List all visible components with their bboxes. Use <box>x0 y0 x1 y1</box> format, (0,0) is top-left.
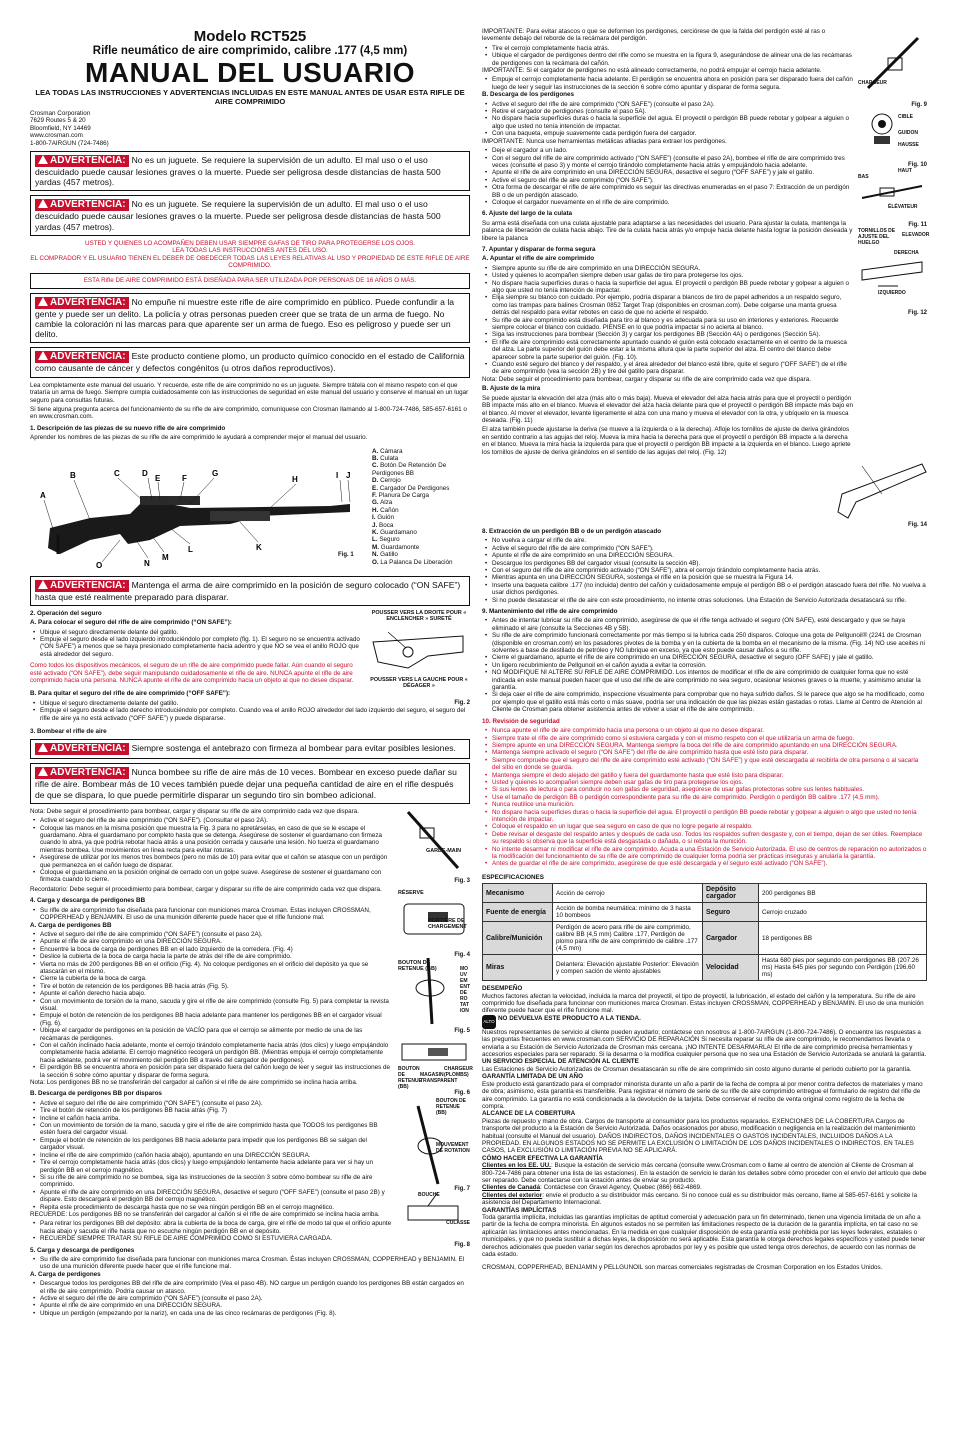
parts-list-item: K. Guardamano <box>372 529 417 536</box>
part-letter: C <box>114 468 120 478</box>
spec-cell: Seguro <box>703 903 759 922</box>
list-item: • Para retirar los perdigones BB del depósito: abra la cubierta de la boca de carga, gire el rifle de modo tal que el orificio apunte hacia abajo y sacuda el rifle hasta que no escuche ningún perdigón BB en el depósito. <box>40 1220 392 1235</box>
parts-list-item: I. Guión <box>372 514 395 522</box>
list-item: • Empuje el cerrojo completamente hacia adelante. El perdigón se encuentra ahora en posición para ser disparado fuera del cañón luego de leer y seguir las instrucciones de la sección 6 sobre cómo apuntar y disparar de forma segura. <box>492 76 854 91</box>
list <box>30 1280 470 1317</box>
read-instructions: LEA TODAS LAS INSTRUCCIONES Y ADVERTENCIAS INCLUIDAS EN ESTE MANUAL ANTES DE USAR ESTA RIFLE DE AIRE COMPRIMIDO <box>35 88 465 106</box>
spec-row <box>483 903 927 922</box>
part-letter: I <box>336 470 339 480</box>
list-item: • Debe revisar el desgaste del respaldo antes y después de cada uso. Todos los respaldos sufren desgaste y, con el tiempo, dejan de ser útiles. Reemplace su respaldo si observa que la superficie está desgastada o dañada, o si rebota la munición. <box>492 831 927 846</box>
list-item: • Asegúrese de utilizar por los menos tres bombeos (pero no más de 10) para evitar que el cañón se atasque con un perdigón que permanezca en el cañón luego de disparar. <box>40 854 392 869</box>
list-item: • Empuje el botón de retención de los perdigones BB hacia adelante para mantener los perdigones BB en el cargador visual (Fig. 6). <box>40 1012 392 1027</box>
part-letter: O <box>96 560 103 570</box>
part-letter: J <box>346 470 351 480</box>
section-pump-load: Nota: Debe seguir el procedimiento para bombear, cargar y disparar su rifle de aire comprimido cada vez que dispara. • Active el seguro del rifle de aire comprimido (“ON SAFE”). (Consultar el paso 2A). • Coloque las manos en la misma posición que muestra la Fig. 3 para no apretárselas, en caso de que se le escape el guardamano. Abra el guardamano por completo hasta que se detenga. Asegúrese de sostener el guardamano con firmeza cuando lo abra, ya que podría rebotar hacia atrás a una posición cerrada y causarle una lesión. No tuerza el guardamano mientras bombea. Use movimientos en línea recta para evitar roturas. • Asegúrese de utilizar por los menos tres bombeos (pero no más de 10) para evitar que el cañón se atasque con un perdigón que permanezca en el cañón luego de disparar. • Coloque el guardamano en la posición original de cerrado con un golpe suave. Asegúrese de sostener el guardamano con firmeza cuando lo cierre. Recordatorio: Debe seguir el procedimiento para bombear, cargar y disparar su rifle de aire comprimido cada vez que dispara. 4. Carga y descarga de perdigones BB • Su rifle de aire comprimido fue diseñada para funcionar con municiones marca Crosman. Estas incluyen CROSSMAN, COPPERHEAD y BENJAMIN. El uso de una munición diferente puede hacer que el rifle funcione mal. A. Carga de perdigones BB • Active el seguro del rifle de aire comprimido (“ON SAFE”) (consulte el paso 2A). • Apunte el rifle de aire comprimido en una DIRECCIÓN SEGURA. • Encuentre la boca de carga de perdigones BB en el lado izquierdo de la corredera. (Fig. 4) • Deslice la cubierta de la boca de carga hacia la parte de atrás del rifle de aire comprimido. • Vierta no más de 200 perdigones BB en el orificio (Fig. 4). No coloque perdigones en el orificio del depósito ya que se atascarán en el mismo. • Cierre la cubierta de la boca de carga. • Tire el botón de retención de los perdigones BB hacia atrás (Fig. 5). • Apunte el cañón derecho hacia abajo. • Con un movimiento de torsión de la mano, sacuda y gire el rifle de aire comprimido (consulte Fig. 5) para completar la revista visual. • Empuje el botón de retención de los perdigones BB hacia adelante para mantener los perdigones BB en el cargador visual (Fig. 6). • Ubique el cargador de perdigones en la posición de VACÍO para que el cerrojo se alimente por medio de una de las recámaras de perdigones. • Con el cañón inclinado hacia adelante, monte el cerrojo tirándolo completamente hacia atrás (dos clics) y luego empujándolo completamente hacia adelante. El cerrojo magnético recogerá un perdigón BB. (Mientras empuja el cerrojo completamente hacia adelante, podrá ver el movimiento del perdigón BB a través del cargador de perdigones). • El perdigón BB se encuentra ahora en posición para ser disparado fuera del cañón luego de leer y seguir las instrucciones de la sección 6 sobre cómo apuntar y disparar de forma segura. Nota: Los perdigones BB no se transferirán del cargador al cañón si el rifle de aire comprimido se inclina hacia arriba. B. Descarga de perdigones BB por disparos • Active el seguro del rifle de aire comprimido (“ON SAFE”) (consulte el paso 2A). • Tire el botón de retención de los perdigones BB hacia atrás (Fig. 7) • Incline el cañón hacia arriba. • Con un movimiento de torsión de la mano, sacuda y gire el rifle de aire comprimido hasta que TODOS los perdigones BB estén fuera del cargador visual. • Empuje el botón de retención de los perdigones BB hacia adelante para impedir que los perdigones BB se salgan del cargador visual. • Incline el rifle de aire comprimido (cañón hacia abajo), apuntando en una DIRECCIÓN SEGURA. • Tire el cerrojo completamente hacia atrás (dos clics) y luego empujándolo lentamente hacia adelante para ver si hay un perdigón BB en el cerrojo magnético. • Si su rifle de aire comprimido no se bombea, siga las instrucciones de la sección 3 sobre cómo bombear su rifle de aire comprimido. • Apunte el rifle de aire comprimido en una DIRECCIÓN SEGURA, desactive el seguro (“OFF SAFE”) (consulte el paso 2B) y dispare. Esto descargará el perdigón BB del cerrojo magnético. • Repita este procedimiento de descarga hasta que no se vea ningún perdigón BB en el cerrojo magnético. RECUERDE: Los perdigones BB no se transferirán del cargador al cañón si el rifle de aire comprimido se inclina hacia arriba. • Para retirar los perdigones BB del depósito: abra la cubierta de la boca de carga, gire el rifle de modo tal que el orificio apunte hacia abajo y sacuda el rifle hasta que no escuche ningún perdigón BB en el depósito. • RECUERDE SIEMPRE TRATAR SU RIFLE DE AIRE COMPRIMIDO COMO SI ESTUVIERA CARGADA. GARDE-MAIN Fig. 3 RÉSERVE PORTIÈRE DE CHARGEMENT Fig. 4 BOUTON DE RETENUE (BB) MOUVEMENT DE ROTATION Fig. 5 BOUTON DE RETENUE (BB) MAGASIN TRANSPARENT CHARGEUR (PLOMBS) Fig. 6 BOUTON DE RETENUE (BB) MOUVEMENT DE ROTATION Fig. 7 BOUCHE CULASSE Fig. 8 <box>30 808 470 1243</box>
list-item: • Tire el botón de retención de los perdigones BB hacia atrás (Fig. 7) <box>40 1107 392 1114</box>
list-item: • Active el seguro del rifle de aire comprimido (“ON SAFE”). <box>492 177 854 184</box>
spec-cell: Perdigón de acero para rifle de aire comprimido, calibre BB (4,5 mm) Calibre .177, Perdigón de plomo para rifle de aire comprimido de calibre .177 (4,5 mm) <box>553 922 703 955</box>
company-address: Crosman Corporation 7629 Routes 5 & 20 Bloomfield, NY 14469 www.crosman.com 1-800-7AIRGUN (724-7486) <box>30 110 109 147</box>
warning-triangle-icon <box>38 155 48 164</box>
spec-cell: Cargador <box>703 922 759 955</box>
part-letter: M <box>162 552 169 562</box>
figure-6: BOUTON DE RETENUE (BB) MAGASIN TRANSPARENT CHARGEUR (PLOMBS) Fig. 6 <box>398 1034 470 1096</box>
list-item: • Deje el cargador a un lado. <box>492 147 854 154</box>
list <box>30 1256 470 1271</box>
list-item: • El perdigón BB se encuentra ahora en posición para ser disparado fuera del cañón luego de leer y seguir las instrucciones de la sección 6 sobre cómo apuntar y disparar de forma segura. <box>40 1064 392 1079</box>
list <box>482 45 854 67</box>
list <box>30 1220 392 1242</box>
age-notice: ESTA Rifle DE AIRE COMPRIMIDO ESTÁ DISEÑADA PARA SER UTILIZADA POR PERSONAS DE 16 AÑOS O MÁS. <box>30 273 470 288</box>
figure-8: BOUCHE CULASSE Fig. 8 <box>398 1192 470 1248</box>
parts-list-item: C. Botón De Retención De Perdigones BB <box>372 462 447 477</box>
list <box>30 1100 392 1211</box>
list-item: • Su rifle de aire comprimido funcionará correctamente por más tiempo si la lubrica cada 250 disparos. Coloque una gota de Pellgunoil® (2241 de Crosman (disponible en crosman.com) en los pasadores pivotes de la bomba y en la cubierta de la bomba en el mecanismo de la misma. (Fig. 14) NO use aceites ni solventes a base de destilado de petróleo y NO lubrique en exceso, ya que esto puede causar daños a su rifle. <box>492 632 927 654</box>
list-item: • Empuje el seguro desde el lado derecho introduciéndolo por completo. Cuando vea el anillo ROJO alrededor del lado izquierdo del seguro, el seguro del rifle de aire ya no está activado (“OFF SAFE”) y puede dispararse. <box>40 707 470 722</box>
figures-column-right <box>858 28 930 316</box>
list-item: • Active el seguro del rifle de aire comprimido (“ON SAFE”) (consulte el paso 2A). <box>40 931 392 938</box>
subtitle: Rifle neumático de aire comprimido, calibre .177 (4,5 mm) <box>92 45 408 57</box>
rifle-diagram <box>30 444 360 572</box>
list-item: • Ubique el seguro directamente delante del gatillo. <box>40 700 470 707</box>
list-item: • Nunca reutilice una munición. <box>492 801 927 808</box>
list-item: • Cuando esté seguro del blanco y del respaldo, y el área alrededor del blanco esté libre, quite el seguro (“OFF SAFE”) de el rifle de aire comprimido (vea la sección 2B) y tire del gatillo para disparar. <box>492 361 854 376</box>
parts-list-item: O. La Palanca De Liberación <box>372 558 453 566</box>
list-item: • Si su rifle de aire comprimido no se bombea, siga las instrucciones de la sección 3 sobre cómo bombear su rifle de aire comprimido. <box>40 1174 392 1189</box>
section-safety: 2. Operación del seguro A. Para colocar el seguro del rifle de aire comprimido (“ON SAFE”): • Ubique el seguro directamente delante del gatillo. • Empuje el seguro desde el lado izquierdo introduciéndolo por completo (fig. 1). El seguro no se encuentra activado (“ON SAFE”) a menos que se haya presionado completamente hacia adentro y que NO se vea el anillo ROJO que está alrededor del seguro. Como todos los dispositivos mecánicos, el seguro de un rifle de aire comprimido puede fallar. Aún cuando el seguro esté activado (“ON SAFE”), debe seguir manipulando cuidadosamente el rifle de aire. NUNCA apunte el rifle de aire comprimido hacia una persona. NUNCA apunte el rifle de aire comprimido hacia un objeto al que no desee disparar. B. Para quitar el seguro del rifle de aire comprimido (“OFF SAFE”): POUSSER VERS LA DROITE POUR « ENCLENCHER » SURETÉ POUSSER VERS LA GAUCHE POUR « DÉGAGER » Fig. 2 • Ubique el seguro directamente delante del gatillo. • Empuje el seguro desde el lado derecho introduciéndolo por completo. Cuando vea el anillo ROJO alrededor del lado izquierdo del seguro, el seguro del rifle de aire ya no está activado (“OFF SAFE”) y puede dispararse. 3. Bombear el rifle de aire <box>30 610 470 736</box>
list-item: • Active el seguro del rifle de aire comprimido (“ON SAFE”) (consulte el paso 2A). <box>40 1295 470 1302</box>
list <box>482 76 854 91</box>
list-item: • RECUERDE SIEMPRE TRATAR SU RIFLE DE AIRE COMPRIMIDO COMO SI ESTUVIERA CARGADA. <box>40 1235 392 1242</box>
manual-title: MANUAL DEL USUARIO <box>85 57 415 88</box>
list-item: • Con el cañón inclinado hacia adelante, monte el cerrojo tirándolo completamente hacia atrás (dos clics) y luego empujándolo completamente hacia adelante. El cerrojo magnético recogerá un perdigón BB. (Mientras empuja el cerrojo completamente hacia adelante, podrá ver el movimiento del perdigón BB a través del cargador de perdigones). <box>40 1042 392 1064</box>
list-item: • Apunte el cañón derecho hacia abajo. <box>40 990 392 997</box>
pump-diagram <box>398 808 470 874</box>
list-item: • Coloque el respaldo en un lugar que sea seguro en caso de que no logre pegarle al respaldo. <box>492 823 927 830</box>
parts-list-item: L. Seguro <box>372 536 400 544</box>
parts-list-item: E. Cargador De Perdigones <box>372 484 450 492</box>
safety-diagram <box>368 622 468 672</box>
list-item: • Siempre compruebe que el seguro del rifle de aire comprimido esté activado (“ON SAFE”) y que esté descargada al recibirla de otra persona o al sacarla del sitio en donde se guarda. <box>492 757 927 772</box>
list-item: • Descargue todos los perdigones BB del rifle de aire comprimido (Vea el paso 4B). NO cargue un perdigón cuando los perdigones BB están cargados en el rifle de aire comprimido. Podría causar un atasco. <box>40 1280 470 1295</box>
list-item: • Siempre trate el rifle de aire comprimido como si estuviera cargada y con el mismo respeto con el que utilizaría un arma de fuego. <box>492 735 927 742</box>
list-item: • Incline el cañón hacia arriba. <box>40 1115 392 1122</box>
list-item: • Cierre la cubierta de la boca de carga. <box>40 975 392 982</box>
figure-11: BAS HAUT ÉLÉVATEUR Fig. 11 <box>858 168 927 228</box>
warning-box: ADVERTENCIA: No es un juguete. Se requiere la supervisión de un adulto. El mal uso o el uso descuidado puede causar lesiones graves o la muerte. Puede ser peligrosa desde distancias de hasta 500 yardas (457 metros). <box>30 151 470 191</box>
list-item: • Mientras apunta en una DIRECCIÓN SEGURA, sostenga el rifle en la posición que se muestra la Figura 14. <box>492 574 927 581</box>
figure-7: BOUTON DE RETENUE (BB) MOUVEMENT DE ROTATION Fig. 7 <box>398 1096 470 1192</box>
parts-list-item: G. Alza <box>372 499 393 507</box>
section-pellets-cont: IMPORTANTE: Para evitar atascos o que se deformen los perdigones, cerciórese de que la falda del perdigón esté al ras o levemente debajo del reborde de la recámara del perdigón. • Tire el cerrojo completamente hacia atrás. • Ubique el cargador de perdigones dentro del rifle como se muestra en la figura 9, asegurándose de alinear una de las recámaras de perdigones con la recámara del cañón. IMPORTANTE: Si el cargador de perdigones no está alineado correctamente, no podrá empujar el cerrojo hacia adelante. • Empuje el cerrojo completamente hacia adelante. El perdigón se encuentra ahora en posición para ser disparado fuera del cañón luego de leer y seguir las instrucciones de la sección 6 sobre cómo apuntar y disparar de forma segura. B. Descarga de los perdigones • Active el seguro del rifle de aire comprimido (“ON SAFE”) (consulte el paso 2A). • Retire el cargador de perdigones (consulte el paso 5A). • No dispare hacia superficies duras o hacia la superficie del agua. El proyectil o perdigón BB puede rebotar y golpear a alguien o algo que usted no tenía intención de impactar. • Con una baqueta, empuje suavemente cada perdigón fuera del cargador. IMPORTANTE: Nunca use herramientas metálicas afiladas para extraer los perdigones. • Deje el cargador a un lado. • Con el seguro del rifle de aire comprimido activado (“ON SAFE”) (consulte el paso 2A), bombee el rifle de aire comprimido tres veces (consulte el paso 3) y monte el cerrojo tirándolo completamente hacia atrás y empujándolo hacia adelante. • Apunte el rifle de aire comprimido en una DIRECCIÓN SEGURA, desactive el seguro (“OFF SAFE”) y jale el gatillo. • Active el seguro del rifle de aire comprimido (“ON SAFE”). • Otra forma de descargar el rifle de aire comprimido es seguir las directivas enumeradas en el paso 7: Extracción de un perdigón BB o de un perdigón atascado. • Coloque el cargador nuevamente en el rifle de aire comprimido. 6. Ajuste del largo de la culata Su arma está diseñada con una culata ajustable para adaptarse a las necesidades del usuario. Para ajustar la culata, mantenga la palanca de liberación de culata hacia abajo. Tire de la culata hacia atrás y/o empuje hacia delante hasta lograr la posición deseada y libere la palanca 7. Apuntar y disparar de forma segura A. Apuntar el rifle de aire comprimido • Siempre apunte su rifle de aire comprimido en una DIRECCIÓN SEGURA. • Usted y quienes lo acompañen siempre deben usar gafas de tiro para protegerse los ojos. • No dispare hacia superficies duras o hacia la superficie del agua. El proyectil o perdigón BB puede rebotar y golpear a alguien o algo que usted no tenía intención de impactar. • Elija siempre su blanco con cuidado. Por ejemplo, podría disparar a blancos de tiro de papel adheridos a un respaldo seguro, como las trampas para balines Crosman 0852 Target Trap (disponibles en crosman.com). Debe colgarse una manta gruesa detrás del respaldo para evitar rebotes en caso de que no acierte el respaldo. • Su rifle de aire comprimido está diseñada para tiro al blanco y es adecuada para su uso en interiores y exteriores. Recuerde siempre colocar el blanco con cuidado. PIENSE en lo que podría impactar si no acierta al blanco. • Siga las instrucciones para bombear (Sección 3) y cargar los perdigones BB (Sección 4A) o perdigones (Sección 5A). • El rifle de aire comprimido está correctamente apuntado cuando el guión está colocado exactamente en el centro de la muesca del alza. La parte superior del guión debe estar a la misma altura que la parte superior del alza. El centro del blanco debe aparecer sobre la parte superior del guión. (Fig. 10). • Cuando esté seguro del blanco y del respaldo, y el área alrededor del blanco esté libre, quite el seguro (“OFF SAFE”) de el rifle de aire comprimido (vea la sección 2B) y tire del gatillo para disparar. Nota: Debe seguir el procedimiento para bombear, cargar y disparar su rifle de aire comprimido cada vez que dispara. B. Ajuste de la mira Se puede ajustar la elevación del alza (más alto o más baja). Mueva el elevador del alza hacia atrás para que el proyectil o perdigón BB impacte más alto en el blanco. Mueva el elevador del alza hacia delante para que el proyectil o perdigón BB impacte más bajo en el blanco. Al mover el elevador, levante ligeramente el alza con una mano y mueva el elevador con la otra, y ubíquelo en la muesca deseada. (Fig. 11) El alza también puede ajustarse la deriva (se mueve a la izquierda o a la derecha). Afloje los tornillos de ajuste de deriva girándolos en sentido contrario a las agujas del reloj. Mueva la mira hacia la derecha para que el proyectil o perdigón BB impacte a la derecha en el blanco. Mueva la mira hacia la izquierda para que el proyectil o perdigón BB impacte a la izquierda en el blanco. Luego apriete los tornillos de ajuste de deriva girándolos en el sentido de las agujas del reloj. (Fig. 12) CHARGEUR Fig. 9 CIBLE GUIDON HAUSSE Fig. 10 BAS HAUT ÉLÉVATEUR Fig. 11 TORNILLOS DE AJUSTE DEL HUELGO ELEVADOR DERECHA IZQUIERDO Fig. 12 <box>482 28 927 456</box>
list <box>482 265 854 376</box>
part-letter: B <box>70 470 76 480</box>
parts-list-item: D. Cerrojo <box>372 477 401 485</box>
list-item: • Active el seguro del rifle de aire comprimido (“ON SAFE”) (consulte el paso 2A). <box>492 101 854 108</box>
list-item: • El rifle de aire comprimido está correctamente apuntado cuando el guión está colocado exactamente en el centro de la muesca del alza. La parte superior del guión debe estar a la misma altura que la parte superior del alza. El centro del blanco debe aparecer sobre la parte superior del guión. (Fig. 10). <box>492 339 854 361</box>
parts-list-item: A. Cámara <box>372 447 403 455</box>
list-item: • Siempre apunte en una DIRECCIÓN SEGURA. Mantenga siempre la boca del rifle de aire comprimido apuntando en una DIRECCIÓN SEGURA. <box>492 742 927 749</box>
warning-box: ADVERTENCIA: Siempre sostenga el antebrazo con firmeza al bombear para evitar posibles lesiones. <box>30 739 470 759</box>
parts-list-item: B. Culata <box>372 454 399 462</box>
list-item: • Active el seguro del rifle de aire comprimido (“ON SAFE”) (consulte el paso 2A). <box>40 1100 392 1107</box>
list-item: • Deslice la cubierta de la boca de carga hacia la parte de atrás del rifle de aire comprimido. <box>40 953 392 960</box>
figure-14: Fig. 14 <box>482 458 927 528</box>
parts-list-item: F. Planura De Carga <box>372 491 430 499</box>
section-pellets: 5. Carga y descarga de perdigones • Su rifle de aire comprimido fue diseñada para funcionar con municiones marca Crosman. Éstas incluyen CROSSMAN, COPPERHEAD y BENJAMIN. El uso de una munición diferente puede hacer que el rifle funcione mal. A. Carga de perdigones • Descargue todos los perdigones BB del rifle de aire comprimido (Vea el paso 4B). NO cargue un perdigón cuando los perdigones BB están cargados en el rifle de aire comprimido. Podría causar un atasco. • Active el seguro del rifle de aire comprimido (“ON SAFE”) (consulte el paso 2A). • Apunte el rifle de aire comprimido en una DIRECCIÓN SEGURA. • Ubique un perdigón (empezando por la nariz), en cada una de las cinco recámaras de perdigones (Fig. 8). <box>30 1247 470 1318</box>
red-notice: USTED Y QUIENES LO ACOMPAÑEN DEBEN USAR SIEMPRE GAFAS DE TIRO PARA PROTEGERSE LOS OJOS. LEA TODAS LAS INSTRUCCIONES ANTES DEL USO. EL COMPRADOR Y EL USUARIO TIENEN EL DEBER DE OBEDECER TODAS LAS LEYES RELATIVAS AL USO Y PROPIEDAD DE ESTE RIFLE DE AIRE COMPRIMIDO. <box>30 239 470 270</box>
list-item: • Active el seguro del rifle de aire comprimido (“ON SAFE”). (Consultar el paso 2A). <box>40 817 392 824</box>
list-item: • Su rifle de aire comprimido fue diseñada para funcionar con municiones marca Crosman. Éstas incluyen CROSSMAN, COPPERHEAD y BENJAMIN. El uso de una munición diferente puede hacer que el rifle funcione mal. <box>40 1256 470 1271</box>
warning-box: ADVERTENCIA: No empuñe ni muestre este rifle de aire comprimido en público. Puede confundir a la gente y puede ser un delito. La policía y otras personas pueden creer que se trata de un arma de fuego. No cambie la coloración ni las marcas para que aparente ser un arma de fuego. Eso es peligroso y puede ser un delito. <box>30 293 470 344</box>
figure-12: TORNILLOS DE AJUSTE DEL HUELGO ELEVADOR DERECHA IZQUIERDO Fig. 12 <box>858 228 930 316</box>
list-item: • No dispare hacia superficies duras o hacia la superficie del agua. El proyectil o perdigón BB puede rebotar y golpear a alguien o algo que usted no tenía intención de impactar. <box>492 809 927 824</box>
list-item: • Apunte el rifle de aire comprimido en una DIRECCIÓN SEGURA, desactive el seguro (“OFF SAFE”) (consulte el paso 2B) y dispare. Esto descargará el perdigón BB del cerrojo magnético. <box>40 1189 392 1204</box>
list-item: • Coloque el guardamano en la posición original de cerrado con un golpe suave. Asegúrese de sostener el guardamano con firmeza cuando lo cierre. <box>40 869 392 884</box>
warning-triangle-icon <box>38 767 48 776</box>
figure-2-safety: POUSSER VERS LA DROITE POUR « ENCLENCHER » SURETÉ POUSSER VERS LA GAUCHE POUR « DÉGAGER » Fig. 2 <box>368 610 470 706</box>
warning-box: ADVERTENCIA: Nunca bombee su rifle de aire más de 10 veces. Bombear en exceso puede dañar su rifle de aire. Bombear más de 10 veces también puede dejar una pequeña cantidad de aire en el rifle después de que se dispara, lo que puede permitirle disparar un segundo tiro sin bombeo adicional. <box>30 763 470 803</box>
part-letter: H <box>292 474 298 484</box>
spec-cell: 200 perdigones BB <box>759 884 927 903</box>
spec-cell: Mecanismo <box>483 884 553 903</box>
list-item: • Si deja caer el rifle de aire comprimido, inspeccione visualmente para comprobar que no haya sufrido daños. Si le parece que algo se ha modificado, como por ejemplo que el gatillo está más corto o más suave, podría ser una indicación de que las piezas están gastadas o rotas. Llame al Centro de Atención al Cliente de Crosman para obtener asistencia antes de volver a usar el rifle de aire comprimido. <box>492 691 927 713</box>
list <box>482 537 927 604</box>
list-item: • Con el seguro del rifle de aire comprimido activado (“ON SAFE”) (consulte el paso 2A), bombee el rifle de aire comprimido tres veces (consulte el paso 3) y monte el cerrojo tirándolo completamente hacia atrás y empujándolo hacia adelante. <box>492 155 854 170</box>
figures-column <box>398 808 473 1248</box>
warning-triangle-icon <box>38 297 48 306</box>
parts-list-item: N. Gatillo <box>372 551 398 559</box>
list-item: • Repita este procedimiento de descarga hasta que no se vea ningún perdigón BB en el cerrojo magnético. <box>40 1204 392 1211</box>
list-item: • Active el seguro del rifle de aire comprimido (“ON SAFE”). <box>492 545 927 552</box>
list-item: • Vierta no más de 200 perdigones BB en el orificio (Fig. 4). No coloque perdigones en el orificio del depósito ya que se atascarán en el mismo. <box>40 961 392 976</box>
list-item: • Coloque las manos en la misma posición que muestra la Fig. 3 para no apretárselas, en caso de que se le escape el guardamano. Abra el guardamano por completo hasta que se detenga. Asegúrese de sostener el guardamano con firmeza cuando lo abra, ya que podría rebotar hacia atrás a una posición cerrada y causarle una lesión. No tuerza el guardamano mientras bombea. Use movimientos en línea recta para evitar roturas. <box>40 825 392 855</box>
spec-cell: Velocidad <box>703 955 759 981</box>
list-item: • Nunca apunte el rifle de aire comprimido hacia una persona o un objeto al que no desee disparar. <box>492 727 927 734</box>
figure-4: RÉSERVE PORTIÈRE DE CHARGEMENT Fig. 4 <box>398 889 470 958</box>
spec-cell: Depósito cargador <box>703 884 759 903</box>
list-item: • Un ligero recubrimiento de Pellgunoil en el cañón ayuda a evitar la corrosión. <box>492 662 927 669</box>
spec-cell: Miras <box>483 955 553 981</box>
list-item: • Apunte el rifle de aire comprimido en una DIRECCIÓN SEGURA. <box>492 552 927 559</box>
list-item: • Incline el rifle de aire comprimido (cañón hacia abajo), apuntando en una DIRECCIÓN SEGURA. <box>40 1152 392 1159</box>
warning-box: ADVERTENCIA: No es un juguete. Se requiere la supervisión de un adulto. El mal uso o el uso descuidado puede causar lesiones graves o la muerte. Puede ser peligrosa desde distancias de hasta 500 yardas (457 metros). <box>30 195 470 235</box>
stop-sign-icon: ALTO <box>482 1015 496 1029</box>
list-item: • Inserte una baqueta calibre .177 (no incluida) dentro del cañón y cuidadosamente empuje el perdigón BB o el perdigón atascado fuera del rifle. No vuelva a usar dichos perdigones. <box>492 582 927 597</box>
list-item: • Con una baqueta, empuje suavemente cada perdigón fuera del cargador. <box>492 130 854 137</box>
list-item: • Retire el cargador de perdigones (consulte el paso 5A). <box>492 108 854 115</box>
list-item: • Ubique un perdigón (empezando por la nariz), en cada una de las cinco recámaras de perdigones (Fig. 8). <box>40 1310 470 1317</box>
list-item: • Mantenga siempre el dedo alejado del gatillo y fuera del guardamonte hasta que esté listo para disparar. <box>492 772 927 779</box>
list-item: • Elija siempre su blanco con cuidado. Por ejemplo, podría disparar a blancos de tiro de papel adheridos a un respaldo seguro, como las trampas para balines Crosman 0852 Target Trap (disponibles en crosman.com). Debe colgarse una manta gruesa detrás del respaldo para evitar rebotes en caso de que no acierte el respaldo. <box>492 294 854 316</box>
list-item: • Empuje el botón de retención de los perdigones BB hacia adelante para impedir que los perdigones BB se salgan del cargador visual. <box>40 1137 392 1152</box>
specifications: ESPECIFICACIONES Mecanismo Acción de cerrojo Depósito cargador 200 perdigones BB Fuente de energía Acción de bomba neumática: mínimo de 3 hasta 10 bombeos Seguro Cerrojo cruzado Calibre/Munición Perdigón de acero para rifle de aire comprimido, calibre BB (4,5 mm) Calibre .177, Perdigón de plomo para rifle de aire comprimido de calibre .177 (4,5 mm) Cargador 18 perdigones BB Miras Delantera: Elevación ajustable Posterior: Elevación y compen sación de viento ajustables Velocidad Hasta 680 pies por segundo con perdigones BB (207.26 ms) Hasta 645 pies por segundo con Perdigón (196.60 ms) <box>482 874 927 981</box>
model-title: Modelo RCT525 <box>193 28 307 45</box>
list-item: • Su rifle de aire comprimido está diseñada para tiro al blanco y es adecuada para su uso en interiores y exteriores. Recuerde siempre colocar el blanco con cuidado. PIENSE en lo que podría impactar si no acierta al blanco. <box>492 317 854 332</box>
part-letter: D <box>142 468 148 478</box>
spec-cell: Acción de cerrojo <box>553 884 703 903</box>
list-item: • Antes de guardar el rifle de aire comprimido, asegúrese de que esté descargada y el seguro esté activado (“ON SAFE”). <box>492 860 927 867</box>
warning-box: ADVERTENCIA: Este producto contiene plomo, un producto químico conocido en el estado de California como causante de cáncer y defectos congénitos (u otros daños reproductivos). <box>30 347 470 377</box>
header <box>30 28 470 106</box>
part-letter: N <box>144 558 150 568</box>
list-item: • Siga las instrucciones para bombear (Sección 3) y cargar los perdigones BB (Sección 4A) o perdigones (Sección 5A). <box>492 331 854 338</box>
parts-list-item: J. Boca <box>372 521 394 529</box>
warning-box: ADVERTENCIA: Mantenga el arma de aire comprimido en la posición de seguro colocado (“ON SAFE”) hasta que esté realmente preparado para disparar. <box>30 576 470 606</box>
list-item: • Coloque el cargador nuevamente en el rifle de aire comprimido. <box>492 199 854 206</box>
figure-9: CHARGEUR Fig. 9 <box>858 28 927 108</box>
list-item: • Con un movimiento de torsión de la mano, sacuda y gire el rifle de aire comprimido (consulte Fig. 5) para completar la revista visual. <box>40 998 392 1013</box>
intro: Lea completamente este manual del usuario. Y recuerde, este rifle de aire comprimido no es un juguete. Siempre trátela con el mismo respeto con el que trataría un arma de fuego. Siempre cumpla cuidadosamente con las instrucciones de seguridad en este manual del usuario y conserve el manual en un lugar seguro para consultas futuras. Si tiene alguna pregunta acerca del funcionamiento de su rifle de aire comprimido, comuníquese con Crosman llamando al 1-800-724-7486, 585-657-6161 o en www.crosman.com. 1. Descripción de las piezas de su nuevo rifle de aire comprimido Aprender los nombres de las piezas de su rifle de aire comprimido le ayudará a comprender mejor el manual del usuario. <box>30 381 469 442</box>
list <box>30 700 470 722</box>
list-item: • Usted y quienes lo acompañen siempre deben usar gafas de tiro para protegerse los ojos. <box>492 272 854 279</box>
figure-3: GARDE-MAIN Fig. 3 <box>398 808 470 884</box>
list-item: • Tire el cerrojo completamente hacia atrás (dos clics) y luego empujándolo lentamente hacia adelante para ver si hay un perdigón BB en el cerrojo magnético. <box>40 1159 392 1174</box>
list-item: • Usted y quienes lo acompañen siempre deben usar gafas de tiro para protegerse los ojos. <box>492 779 927 786</box>
list-item: • No dispare hacia superficies duras o hacia la superficie del agua. El proyectil o perdigón BB puede rebotar y golpear a alguien o algo que usted no tenía intención de impactar. <box>492 280 854 295</box>
parts-list-item: M. Guardamonte <box>372 543 420 551</box>
list-item: • Con el seguro del rifle de aire comprimido activado (“ON SAFE”), abra el cerrojo tirándolo completamente hacia atrás. <box>492 567 927 574</box>
spec-cell: Acción de bomba neumática: mínimo de 3 hasta 10 bombeos <box>553 903 703 922</box>
parts-list <box>372 448 472 567</box>
warning-triangle-icon <box>38 580 48 589</box>
list-item: • Si no puede desatascar el rifle de aire con este procedimiento, no intente otras soluciones. Una Estación de Servicio Autorizada desatascará su rifle. <box>492 597 927 604</box>
list <box>482 147 854 206</box>
list <box>482 727 927 868</box>
list-item: • Ubique el cargador de perdigones en la posición de VACÍO para que el cerrojo se alimente por medio de una de las recámaras de perdigones. <box>40 1027 392 1042</box>
spec-row <box>483 955 927 981</box>
list-item: • NO MODIFIQUE NI ALTERE SU RIFLE DE AIRE COMPRIMIDO. Los intentos de modificar el rifle de aire comprimido de cualquier forma que no esté indicada en este manual pueden hacer que el uso del rifle de aire comprimido no sea seguro, ocasionar lesiones graves o la muerte, y asimismo anular la garantía. <box>492 669 927 691</box>
spec-table <box>482 883 927 981</box>
list-item: • Tire el cerrojo completamente hacia atrás. <box>492 45 854 52</box>
list-item: • Si sus lentes de lectura o para conducir no son gafas de seguridad, asegúrese de usar gafas protectoras sobre sus lentes habituales. <box>492 786 927 793</box>
spec-cell: Calibre/Munición <box>483 922 553 955</box>
part-letter: F <box>182 473 187 483</box>
list-item: • Tire el botón de retención de los perdigones BB hacia atrás (Fig. 5). <box>40 983 392 990</box>
figure-1-rifle-parts <box>30 444 470 572</box>
list <box>482 101 854 138</box>
figure-10: CIBLE GUIDON HAUSSE Fig. 10 <box>858 108 927 168</box>
list-item: • Con un movimiento de torsión de la mano, sacuda y gire el rifle de aire comprimido hasta que TODOS los perdigones BB estén fuera del cargador visual. <box>40 1122 392 1137</box>
list-item: • No vuelva a cargar el rifle de aire. <box>492 537 927 544</box>
list-item: • Cierre el guardamano, apunte el rifle de aire comprimido en una DIRECCIÓN SEGURA, desactive el seguro (OFF SAFE) y jale el gatillo. <box>492 654 927 661</box>
part-letter: L <box>188 544 193 554</box>
spec-row <box>483 884 927 903</box>
list-item: • Otra forma de descargar el rifle de aire comprimido es seguir las directivas enumeradas en el paso 7: Extracción de un perdigón BB o de un perdigón atascado. <box>492 184 854 199</box>
list-item: • Mantenga siempre activado el seguro (“ON SAFE”) del rifle de aire comprimido hasta que esté listo para disparar. <box>492 749 927 756</box>
list <box>30 907 392 922</box>
list-item: • Su rifle de aire comprimido fue diseñada para funcionar con municiones marca Crosman. Estas incluyen CROSSMAN, COPPERHEAD y BENJAMIN. El uso de una munición diferente puede hacer que el rifle funcione mal. <box>40 907 392 922</box>
list <box>30 817 392 884</box>
part-letter: A <box>40 490 46 500</box>
list-item: • Descargue los perdigones BB del cargador visual (consulte la sección 4B). <box>492 560 927 567</box>
part-letter: G <box>212 468 219 478</box>
list-item: • No dispare hacia superficies duras o hacia la superficie del agua. El proyectil o perdigón BB puede rebotar y golpear a alguien o algo que usted no tenía intención de impactar. <box>492 115 854 130</box>
list <box>482 617 927 713</box>
spec-cell: Delantera: Elevación ajustable Posterior: Elevación y compen sación de viento ajustables <box>553 955 703 981</box>
warranty-section: DESEMPEÑO Muchos factores afectan la velocidad, incluida la marca del proyectil, el tipo de proyectil, la lubricación, el estado del cañón y la temperatura. Su rifle de aire comprimido fue diseñada para funcionar con municiones marca Crosman. Estas incluyen CROSSMAN, COPPERHEAD y BENJAMIN. El uso de una munición diferente puede hacer que el rifle funcione mal. ALTO NO DEVUELVA ESTE PRODUCTO A LA TIENDA. Nuestros representantes de servicio al cliente pueden ayudarlo; contáctese con nosotros al 1-800-7AIRGUN (1-800-724-7486). O encuentre las respuestas a las preguntas frecuentes en www.crosman.com SERVICIO DE REPARACIÓN Si necesita reparar su rifle de aire comprimido, le recomendamos llevarla o enviarla a su Estación de Servicio Autorizada de Crosman más cercana. ¡NO INTENTE DESARMARLA! El rifle de aire comprimido precisa herramientas y accesorios especiales para ser reparado. Si la desarma o la modifica cualquier persona que no sea una Estación de Servicio Autorizada se anulará la garantía. UN SERVICIO ESPECIAL DE ATENCIÓN AL CLIENTE Las Estaciones de Servicio Autorizadas de Crosman desatascarán su rifle de aire comprimido sin costo alguno durante el periodo cubierto por la garantía. GARANTÍA LIMITADA DE UN AÑO Este producto está garantizado para el comprador minorista durante un año a partir de la fecha de compra al por menor contra defectos de materiales y mano de obra; asimismo, esta garantía es transferible. Para registrar el número de serie de su rifle de aire comprimido entregue el formulario de registro del rifle de aire comprimido. La garantía no está condicionada a la devolución de la tarjeta. Debe conservar el recibo de venta original como registro de la fecha de compra. ALCANCE DE LA COBERTURA Piezas de repuesto y mano de obra. Cargos de transporte al consumidor para los productos reparados. EXENCIONES DE LA COBERTURA Cargos de transporte del producto a la Estación de Servicio Autorizada. Daños ocasionados por abuso, modificación o negligencia en la realización del mantenimiento habitual (consulte el Manual del usuario). DAÑOS INDIRECTOS, DAÑOS INCIDENTALES O GASTOS INCIDENTALES, INCLUIDOS DAÑOS A LA PROPIEDAD. EN ALGUNOS ESTADOS NO SE PERMITE LA EXCLUSIÓN O LIMITACIÓN DE LOS DAÑOS INCIDENTALES O INDIRECTOS. EN TALES CASOS, LA EXCLUSIÓN O LIMITACIÓN PREVIA NO SE APLICARÁ. CÓMO HACER EFECTIVA LA GARANTÍA Clientes en los EE. UU.: Busque la estación de servicio más cercana (consulte www.Crosman.com o llame al centro de atención al Cliente de Crosman al 800-724-7486 para obtener una lista de las estaciones). En la estación de servicio le darán los detalles sobre cómo proceder con el envío del artículo que debe ser reparado. Debe contactarse con la estación antes de enviar su producto. Clientes de Canadá: Contáctese con Gravel Agency, Quebec (866) 662-4869. Clientes del exterior: envíe el producto a su distribuidor más cercano. Si no conoce cuál es su distribuidor más cercano, llame al 585-657-6161 y solicite la asistencia del Departamento Internacional. GARANTÍAS IMPLÍCITAS Toda garantía implícita, incluidas las garantías implícitas de aptitud comercial y adecuación para un fin determinado, tienen una vigencia limitada de un año a partir de la fecha de compra minorista. En algunos estados no se permiten las limitaciones respecto de la duración de la garantía implícita, en tal caso no se aplicarán las limitaciones antes mencionadas. En la medida en que cualquier disposición de esta garantía esté prohibida por las leyes federales, estatales o municipales, y que no pueda sustituir a dichas leyes, la disposición no será aplicable. Esta garantía le otorga derechos legales específicos y usted puede tener derechos adicionales que pueden variar según los derechos aprobados por ley y es posible que usted tenga otros derechos, de acuerdo con las normas de cada estado. CROSMAN, COPPERHEAD, BENJAMIN y PELLGUNOIL son marcas comerciales registradas de Crosman Corporation en los Estados Unidos. <box>482 985 927 1272</box>
list-item: • Ubique el seguro directamente delante del gatillo. <box>40 629 360 636</box>
list-item: • Apunte el rifle de aire comprimido en una DIRECCIÓN SEGURA. <box>40 1302 470 1309</box>
spec-cell: Fuente de energía <box>483 903 553 922</box>
part-letter: E <box>155 473 161 483</box>
list <box>30 629 360 659</box>
list-item: • No intente desarmar ni modificar el rifle de aire comprimido. Acuda a una Estación de Servicio Autorizada. El uso de centros de reparación no autorizados o la modificación del funcionamiento de su rifle de aire comprimido de cualquier forma podría ser prácticas inseguras y anularía la garantía. <box>492 846 927 861</box>
section-8-10: 8. Extracción de un perdigón BB o de un perdigón atascado • No vuelva a cargar el rifle de aire. • Active el seguro del rifle de aire comprimido (“ON SAFE”). • Apunte el rifle de aire comprimido en una DIRECCIÓN SEGURA. • Descargue los perdigones BB del cargador visual (consulte la sección 4B). • Con el seguro del rifle de aire comprimido activado (“ON SAFE”), abra el cerrojo tirándolo completamente hacia atrás. • Mientras apunta en una DIRECCIÓN SEGURA, sostenga el rifle en la posición que se muestra la Figura 14. • Inserte una baqueta calibre .177 (no incluida) dentro del cañón y cuidadosamente empuje el perdigón BB o el perdigón atascado fuera del rifle. No vuelva a usar dichos perdigones. • Si no puede desatascar el rifle de aire con este procedimiento, no intente otras soluciones. Una Estación de Servicio Autorizada desatascará su rifle. 9. Mantenimiento del rifle de aire comprimido • Antes de intentar lubricar su rifle de aire comprimido, asegúrese de que el rifle tenga activado el seguro (ON SAFE), esté descargado y que se haya eliminado el aire (consulte la Secciones 4B y 5B). • Su rifle de aire comprimido funcionará correctamente por más tiempo si la lubrica cada 250 disparos. Coloque una gota de Pellgunoil® (2241 de Crosman (disponible en crosman.com) en los pasadores pivotes de la bomba y en la cubierta de la bomba en el mecanismo de la misma. (Fig. 14) NO use aceites ni solventes a base de destilado de petróleo y NO lubrique en exceso, ya que esto puede causar daños a su rifle. • Cierre el guardamano, apunte el rifle de aire comprimido en una DIRECCIÓN SEGURA, desactive el seguro (OFF SAFE) y jale el gatillo. • Un ligero recubrimiento de Pellgunoil en el cañón ayuda a evitar la corrosión. • NO MODIFIQUE NI ALTERE SU RIFLE DE AIRE COMPRIMIDO. Los intentos de modificar el rifle de aire comprimido de cualquier forma que no esté indicada en este manual pueden hacer que el uso del rifle de aire comprimido no sea seguro, ocasionar lesiones graves o la muerte, y asimismo anular la garantía. • Si deja caer el rifle de aire comprimido, inspeccione visualmente para comprobar que no haya sufrido daños. Si le parece que algo se ha modificado, como por ejemplo que el gatillo está más corto o más suave, podría ser una indicación de que las piezas están gastadas o rotas. Llame al Centro de Atención al Cliente de Crosman para obtener asistencia antes de volver a usar el rifle de aire comprimido. 10. Revisión de seguridad • Nunca apunte el rifle de aire comprimido hacia una persona o un objeto al que no desee disparar. • Siempre trate el rifle de aire comprimido como si estuviera cargada y con el mismo respeto con el que utilizaría un arma de fuego. • Siempre apunte en una DIRECCIÓN SEGURA. Mantenga siempre la boca del rifle de aire comprimido apuntando en una DIRECCIÓN SEGURA. • Mantenga siempre activado el seguro (“ON SAFE”) del rifle de aire comprimido hasta que esté listo para disparar. • Siempre compruebe que el seguro del rifle de aire comprimido esté activado (“ON SAFE”) y que esté descargada al recibirla de otra persona o al sacarla del sitio en donde se guarda. • Mantenga siempre el dedo alejado del gatillo y fuera del guardamonte hasta que esté listo para disparar. • Usted y quienes lo acompañen siempre deben usar gafas de tiro para protegerse los ojos. • Si sus lentes de lectura o para conducir no son gafas de seguridad, asegúrese de usar gafas protectoras sobre sus lentes habituales. • Use el tamaño de perdigón BB o perdigón correspondiente para su rifle de aire comprimido. Perdigón o perdigón BB calibre .177 (4,5 mm). • Nunca reutilice una munición. • No dispare hacia superficies duras o hacia la superficie del agua. El proyectil o perdigón BB puede rebotar y golpear a alguien o algo que usted no tenía intención de impactar. • Coloque el respaldo en un lugar que sea seguro en caso de que no logre pegarle al respaldo. • Debe revisar el desgaste del respaldo antes y después de cada uso. Todos los respaldos sufren desgaste y, con el tiempo, dejan de ser útiles. Reemplace su respaldo si observa que la superficie está desgastada o dañada, o si rebota la munición. • No intente desarmar ni modificar el rifle de aire comprimido. Acuda a una Estación de Servicio Autorizada. El uso de centros de reparación no autorizados o la modificación del funcionamiento de su rifle de aire comprimido de cualquier forma podría ser prácticas inseguras y anularía la garantía. • Antes de guardar el rifle de aire comprimido, asegúrese de que esté descargada y el seguro esté activado (“ON SAFE”). <box>482 528 927 868</box>
list-item: • Apunte el rifle de aire comprimido en una DIRECCIÓN SEGURA, desactive el seguro (“OFF SAFE”) y jale el gatillo. <box>492 169 854 176</box>
spec-cell: Cerrojo cruzado <box>759 903 927 922</box>
list-item: • Ubique el cargador de perdigones dentro del rifle como se muestra en la figura 9, asegurándose de alinear una de las recámaras de perdigones con la recámara del cañón. <box>492 52 854 67</box>
list <box>30 931 392 1079</box>
spec-cell: 18 perdigones BB <box>759 922 927 955</box>
list-item: • Apunte el rifle de aire comprimido en una DIRECCIÓN SEGURA. <box>40 938 392 945</box>
warning-triangle-icon <box>38 199 48 208</box>
list-item: • Antes de intentar lubricar su rifle de aire comprimido, asegúrese de que el rifle tenga activado el seguro (ON SAFE), esté descargado y que se haya eliminado el aire (consulte la Secciones 4B y 5B). <box>492 617 927 632</box>
list-item: • Use el tamaño de perdigón BB o perdigón correspondiente para su rifle de aire comprimido. Perdigón o perdigón BB calibre .177 (4,5 mm). <box>492 794 927 801</box>
figure-5: BOUTON DE RETENUE (BB) MOUVEMENT DE ROTATION Fig. 5 <box>398 959 470 1034</box>
parts-list-item: H. Cañón <box>372 506 399 514</box>
list-item: • Encuentre la boca de carga de perdigones BB en el lado izquierdo de la corredera. (Fig. 4) <box>40 946 392 953</box>
list-item: • Siempre apunte su rifle de aire comprimido en una DIRECCIÓN SEGURA. <box>492 265 854 272</box>
spec-row <box>483 922 927 955</box>
list-item: • Empuje el seguro desde el lado izquierdo introduciéndolo por completo (fig. 1). El seguro no se encuentra activado (“ON SAFE”) a menos que se haya presionado completamente hacia adentro y que NO se vea el anillo ROJO que está alrededor del seguro. <box>40 636 360 658</box>
part-letter: K <box>256 542 262 552</box>
figure-label: Fig. 1 <box>338 551 354 558</box>
spec-cell: Hasta 680 pies por segundo con perdigones BB (207.26 ms) Hasta 645 pies por segundo con Perdigón (196.60 ms) <box>759 955 927 981</box>
warning-triangle-icon <box>38 743 48 752</box>
warning-triangle-icon <box>38 351 48 360</box>
